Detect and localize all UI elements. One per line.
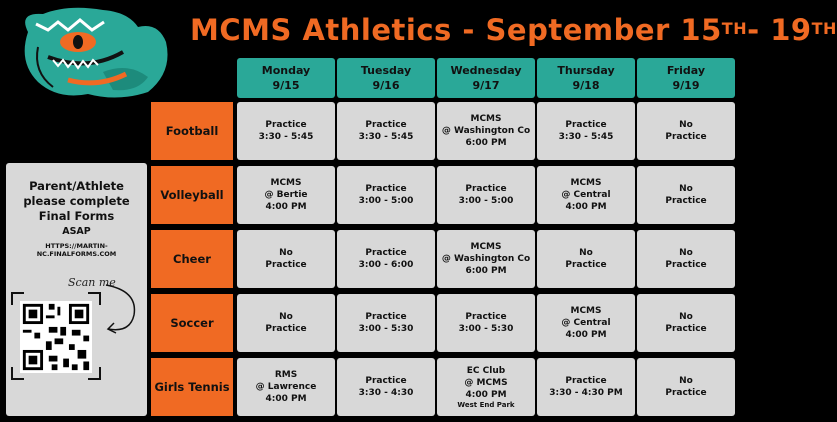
cell-line: No [679, 184, 693, 194]
cell-line: Practice [365, 312, 407, 322]
schedule-cell [437, 102, 535, 160]
schedule-cell [237, 358, 335, 416]
day-name: Thursday [557, 64, 615, 77]
cell-line: EC Club [466, 365, 506, 376]
final-forms-panel [6, 163, 147, 416]
day-header-wednesday [437, 58, 535, 98]
day-date: 9/17 [472, 79, 500, 92]
cell-line: 3:30 - 5:45 [358, 132, 414, 142]
title-dash: - 19 [747, 13, 812, 47]
gator-mascot-logo [8, 2, 173, 100]
day-header-friday [637, 58, 735, 98]
cell-line: @ Washington Co [441, 126, 531, 136]
cell-line: No [279, 248, 293, 258]
day-header-tuesday [337, 58, 435, 98]
cell-line: 4:00 PM [265, 394, 307, 404]
cell-line: 6:00 PM [465, 266, 507, 276]
schedule-cell [337, 294, 435, 352]
cell-line: Practice [665, 260, 707, 270]
panel-line: ASAP [62, 226, 91, 237]
day-name: Tuesday [360, 64, 412, 77]
qr-code-icon[interactable] [20, 301, 92, 373]
cell-line: No [579, 248, 593, 258]
schedule-cell [437, 294, 535, 352]
cell-line: 3:30 - 5:45 [258, 132, 314, 142]
day-header-thursday [537, 58, 635, 98]
schedule-cell [637, 294, 735, 352]
cell-line: No [679, 376, 693, 386]
cell-line: 3:00 - 5:00 [358, 196, 414, 206]
schedule-cell [237, 294, 335, 352]
schedule-cell [337, 102, 435, 160]
cell-line: RMS [274, 370, 298, 380]
cell-line: 3:30 - 5:45 [558, 132, 614, 142]
schedule-cell [537, 102, 635, 160]
cell-line: Practice [665, 388, 707, 398]
cell-line: @ Central [561, 318, 611, 328]
day-date: 9/16 [372, 79, 400, 92]
panel-line: Final Forms [38, 209, 115, 223]
day-header-monday [237, 58, 335, 98]
cell-line: Practice [265, 120, 307, 130]
cell-line: 3:30 - 4:30 PM [549, 388, 623, 398]
day-date: 9/15 [272, 79, 300, 92]
sport-label-girls-tennis: Girls Tennis [151, 358, 233, 416]
panel-line: please complete [23, 194, 130, 208]
cell-line: @ Washington Co [441, 254, 531, 264]
cell-line: No [679, 312, 693, 322]
cell-line: Practice [265, 324, 307, 334]
cell-line: Practice [565, 260, 607, 270]
schedule-cell [537, 294, 635, 352]
schedule-cell [437, 166, 535, 224]
cell-line: 6:00 PM [465, 138, 507, 148]
cell-line: @ Lawrence [255, 382, 317, 392]
scan-me-label: Scan me [68, 276, 116, 289]
schedule-cell [437, 358, 535, 416]
cell-line: No [279, 312, 293, 322]
cell-line: MCMS [470, 242, 502, 252]
schedule-cell [537, 166, 635, 224]
day-date: 9/18 [572, 79, 600, 92]
cell-line: No [679, 248, 693, 258]
title-sup-start: TH [721, 18, 748, 38]
schedule-cell [437, 230, 535, 288]
schedule-cell [337, 358, 435, 416]
cell-line: MCMS [270, 178, 302, 188]
schedule-cell [237, 102, 335, 160]
schedule-cell [337, 166, 435, 224]
cell-line: 3:00 - 5:00 [458, 196, 514, 206]
cell-line: MCMS [570, 178, 602, 188]
day-name: Wednesday [450, 64, 522, 77]
cell-line: 4:00 PM [265, 202, 307, 212]
schedule-cell [337, 230, 435, 288]
schedule-cell [537, 230, 635, 288]
cell-line: Practice [365, 376, 407, 386]
cell-line: 3:30 - 4:30 [358, 388, 414, 398]
day-name: Monday [261, 64, 311, 77]
day-name: Friday [666, 64, 706, 77]
title-sup-end: TH [811, 18, 837, 38]
cell-line: MCMS [570, 306, 602, 316]
cell-line: @ Central [561, 190, 611, 200]
schedule-cell [637, 102, 735, 160]
cell-line: 4:00 PM [465, 389, 507, 400]
schedule-cell [537, 358, 635, 416]
cell-line: @ Bertie [264, 190, 308, 200]
cell-line: Practice [565, 120, 607, 130]
cell-line: MCMS [470, 114, 502, 124]
schedule-cell [637, 358, 735, 416]
cell-line: Practice [665, 196, 707, 206]
page-title [190, 8, 837, 52]
schedule-cell [237, 230, 335, 288]
schedule-cell [237, 166, 335, 224]
schedule-cell [637, 166, 735, 224]
cell-line: Practice [465, 312, 507, 322]
final-forms-link[interactable]: HTTPS://MARTIN-NC.FINALFORMS.COM [36, 242, 117, 258]
sport-label-soccer: Soccer [151, 294, 233, 352]
cell-line: Practice [465, 184, 507, 194]
day-date: 9/19 [672, 79, 700, 92]
cell-line: @ MCMS [464, 377, 508, 388]
cell-note: West End Park [457, 400, 515, 409]
sport-label-football: Football [151, 102, 233, 160]
cell-line: Practice [665, 324, 707, 334]
cell-line: Practice [565, 376, 607, 386]
cell-line: Practice [265, 260, 307, 270]
cell-line: 4:00 PM [565, 202, 607, 212]
title-main: MCMS Athletics - September 15 [190, 13, 722, 47]
sport-label-cheer: Cheer [151, 230, 233, 288]
schedule-cell [637, 230, 735, 288]
cell-line: Practice [365, 184, 407, 194]
cell-line: No [679, 120, 693, 130]
cell-line: 3:00 - 5:30 [358, 324, 414, 334]
cell-line: 3:00 - 6:00 [358, 260, 414, 270]
cell-line: Practice [365, 248, 407, 258]
cell-line: Practice [365, 120, 407, 130]
sport-label-volleyball: Volleyball [151, 166, 233, 224]
cell-line: 4:00 PM [565, 330, 607, 340]
panel-line: Parent/Athlete [29, 179, 124, 193]
cell-line: 3:00 - 5:30 [458, 324, 514, 334]
cell-line: Practice [665, 132, 707, 142]
curved-arrow-icon [98, 281, 144, 341]
